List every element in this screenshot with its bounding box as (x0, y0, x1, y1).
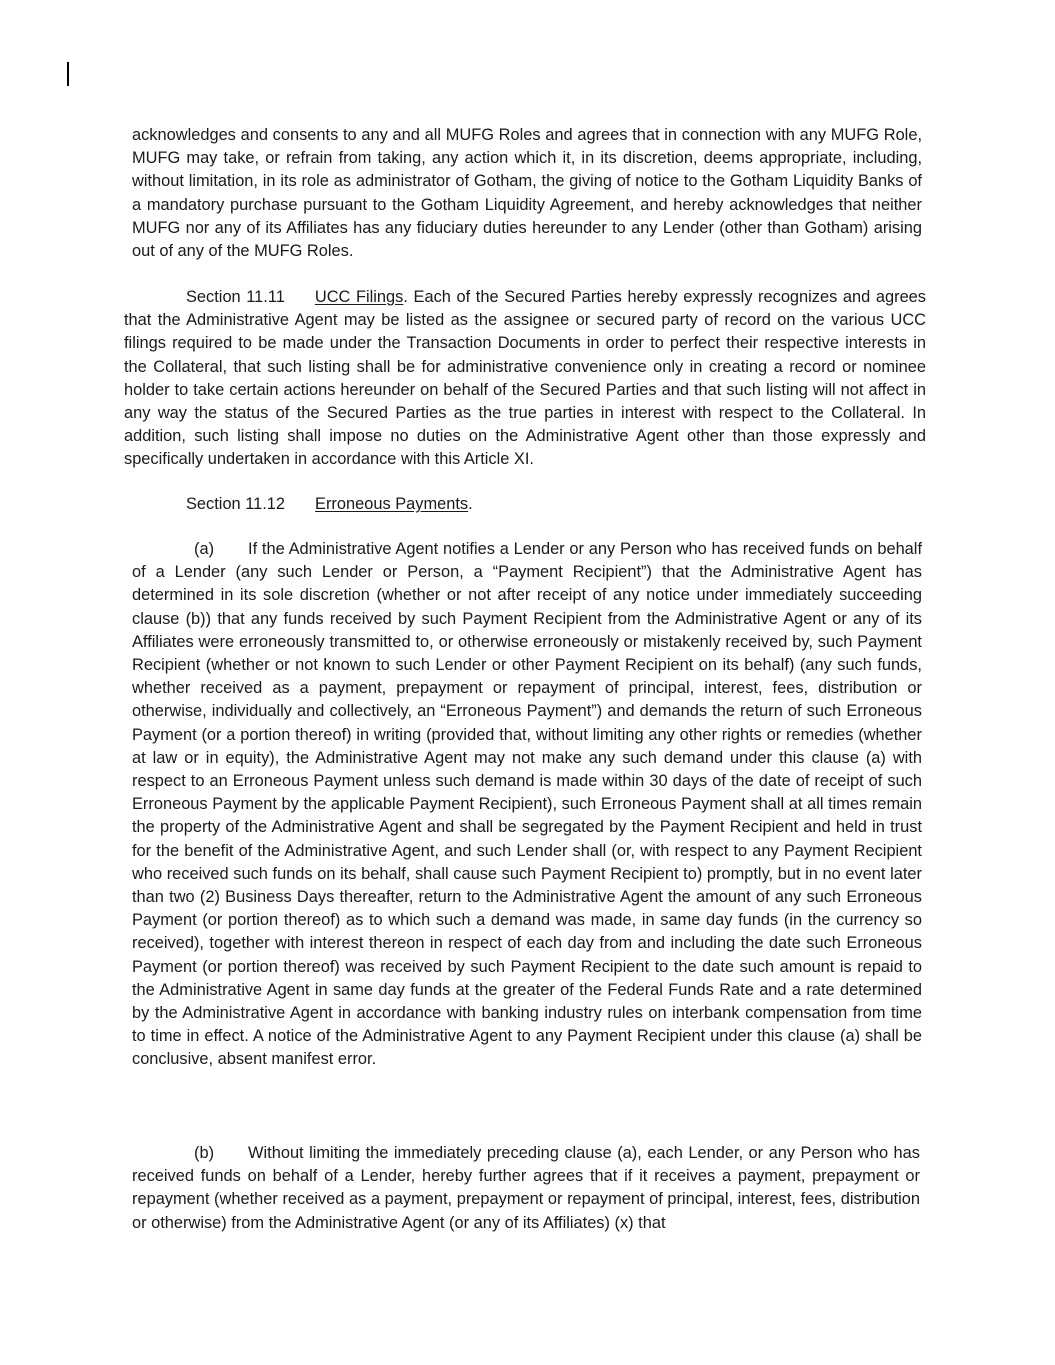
text-cursor (67, 62, 69, 86)
clause-a-body: If the Administrative Agent notifies a Lender or any Person who has received funds on behalf of a Lender (any such Lender or Person, a “Payment Recipient”) that the Administrative Agent has determined in its sole discretion (whether or not after receipt of any notice under immediately succeeding clause (b)) that any funds received by such Payment Recipient from the Administrative Agent or any of its Affiliates were erroneously transmitted to, or otherwise erroneously or mistakenly received by, such Payment Recipient (whether or not known to such Lender or other Payment Recipient on its behalf) (any such funds, whether received as a payment, prepayment or repayment of principal, interest, fees, distribution or otherwise, individually and collectively, an “Erroneous Payment”) and demands the return of such Erroneous Payment (or a portion thereof) in writing (provided that, without limiting any other rights or remedies (whether at law or in equity), the Administrative Agent may not make any such demand under this clause (a) with respect to an Erroneous Payment unless such demand is made within 30 days of the date of receipt of such Erroneous Payment by the applicable Payment Recipient), such Erroneous Payment shall at all times remain the property of the Administrative Agent and shall be segregated by the Payment Recipient and held in trust for the benefit of the Administrative Agent, and such Lender shall (or, with respect to any Payment Recipient who received such funds on its behalf, shall cause such Payment Recipient to) promptly, but in no event later than two (2) Business Days thereafter, return to the Administrative Agent the amount of any such Erroneous Payment (or portion thereof) as to which such a demand was made, in same day funds (in the currency so received), together with interest thereon in respect of each day from and including the date such Erroneous Payment (or portion thereof) was received by such Payment Recipient to the date such amount is repaid to the Administrative Agent in same day funds at the greater of the Federal Funds Rate and a rate determined by the Administrative Agent in accordance with banking industry rules on interbank compensation from time to time in effect. A notice of the Administrative Agent to any Payment Recipient under this clause (a) shall be conclusive, absent manifest error. (132, 540, 922, 1069)
section-11-12-title: Erroneous Payments (315, 495, 469, 513)
section-11-11-title: UCC Filings (314, 288, 404, 306)
section-11-11-title-punct: . (403, 288, 408, 306)
section-11-12-title-punct: . (468, 495, 473, 513)
clause-b-label: (b) (194, 1144, 215, 1162)
section-11-12-number: Section 11.12 (186, 495, 286, 513)
continuation-paragraph (132, 124, 922, 263)
clause-a-label: (a) (194, 540, 215, 558)
clause-b-body: Without limiting the immediately preceding clause (a), each Lender, or any Person who has received funds on behalf of a Lender, hereby further agrees that if it receives a payment, prepayment or repayment (whether received as a payment, prepayment or repayment of principal, interest, fees, distribution or otherwise) from the Administrative Agent (or any of its Affiliates) (x) that (132, 1144, 920, 1232)
section-11-12-heading (186, 493, 886, 516)
section-11-11-body: Each of the Secured Parties hereby expressly recognizes and agrees that the Administrative Agent may be listed as the assignee or secured party of record on the various UCC filings required to be made under the Transaction Documents in order to perfect their respective interests in the Collateral, that such listing shall be for administrative convenience only in creating a record or nominee holder to take certain actions hereunder on behalf of the Secured Parties and that such listing will not affect in any way the status of the Secured Parties as the true parties in interest with respect to the Collateral. In addition, such listing shall impose no duties on the Administrative Agent other than those expressly and specifically undertaken in accordance with this Article XI. (124, 288, 926, 469)
section-11-11-number: Section 11.11 (186, 288, 285, 306)
clause-b-paragraph (132, 1142, 920, 1235)
continuation-text: acknowledges and consents to any and all MUFG Roles and agrees that in connection with any MUFG Role, MUFG may take, or refrain from taking, any action which it, in its discretion, deems appropriate, including, without limitation, in its role as administrator of Gotham, the giving of notice to the Gotham Liquidity Banks of a mandatory purchase pursuant to the Gotham Liquidity Agreement, and hereby acknowledges that neither MUFG nor any of its Affiliates has any fiduciary duties hereunder to any Lender (other than Gotham) arising out of any of the MUFG Roles. (132, 126, 922, 261)
clause-a-paragraph (132, 538, 922, 1072)
section-11-11-paragraph (124, 286, 926, 472)
